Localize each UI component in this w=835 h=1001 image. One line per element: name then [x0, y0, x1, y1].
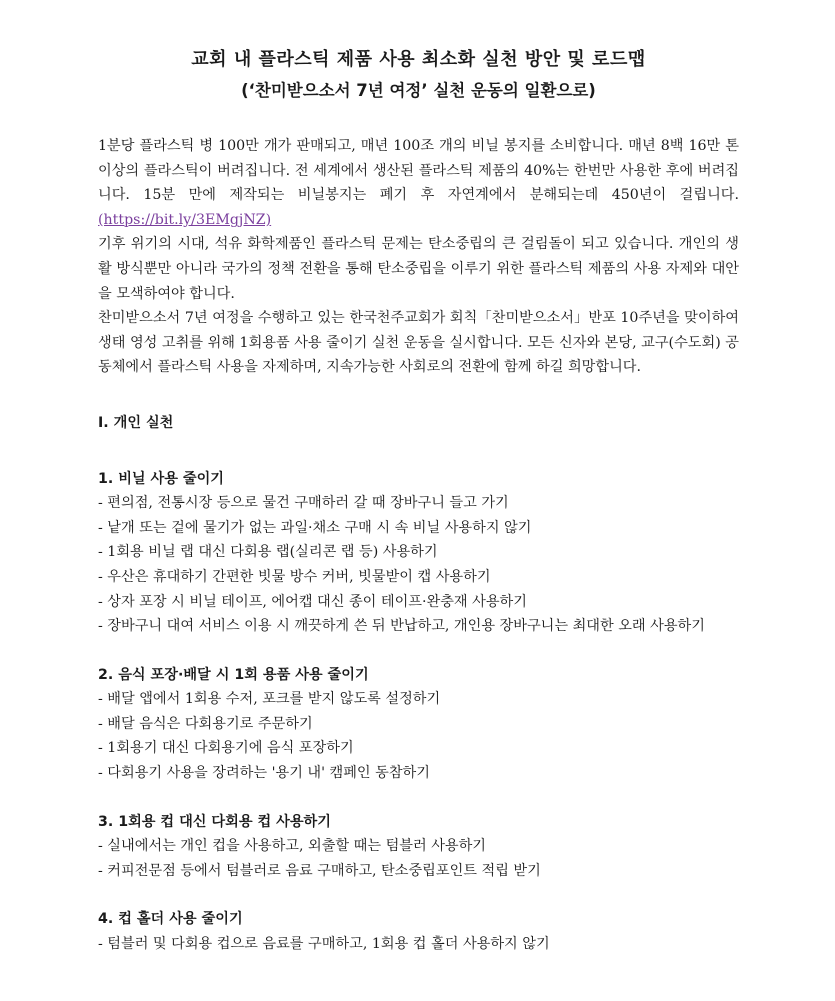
item-list	[98, 687, 739, 785]
intro-paragraph-3: 찬미받으소서 7년 여정을 수행하고 있는 한국천주교회가 회칙「찬미받으소서」반포 10주년을 맞이하여 생태 영성 고취를 위해 1회용품 사용 줄이기 실천 운동을 실시합니다. 모든 신자와 본당, 교구(수도회) 공동체에서 플라스틱 사용을 자제하며, 지속가능한 사회로의 전환에 함께 하길 희망합니다.	[98, 310, 739, 376]
intro-paragraph-1	[98, 134, 739, 232]
subsection-heading: 3. 1회용 컵 대신 다회용 컵 사용하기	[98, 813, 331, 830]
subsection-vinyl	[98, 467, 739, 639]
list-item: - 상자 포장 시 비닐 테이프, 에어캡 대신 종이 테이프·완충재 사용하기	[98, 593, 527, 610]
source-link[interactable]: (https://bit.ly/3EMgjNZ)	[98, 211, 272, 228]
intro-paragraph-2: 기후 위기의 시대, 석유 화학제품인 플라스틱 문제는 탄소중립의 큰 걸림돌이 되고 있습니다. 개인의 생활 방식뿐만 아니라 국가의 정책 전환을 통해 탄소중립을 이루기 위한 플라스틱 제품의 사용 자제와 대안을 모색하여야 합니다.	[98, 236, 739, 302]
subsection-cup-holder	[98, 907, 739, 956]
list-item: - 낱개 또는 겉에 물기가 없는 과일·채소 구매 시 속 비닐 사용하지 않기	[98, 519, 532, 536]
document-subtitle: (‘찬미받으소서 7년 여정’ 실천 운동의 일환으로)	[241, 81, 596, 100]
subsection-heading: 1. 비닐 사용 줄이기	[98, 470, 225, 487]
intro-section	[98, 134, 739, 380]
list-item: - 배달 앱에서 1회용 수저, 포크를 받지 않도록 설정하기	[98, 691, 441, 708]
subsection-food-delivery	[98, 663, 739, 786]
subsection-heading: 2. 음식 포장·배달 시 1회 용품 사용 줄이기	[98, 666, 369, 683]
list-item: - 다회용기 사용을 장려하는 '용기 내' 캠페인 동참하기	[98, 765, 430, 782]
list-item: - 1회용기 대신 다회용기에 음식 포장하기	[98, 740, 354, 757]
list-item: - 편의점, 전통시장 등으로 물건 구매하러 갈 때 장바구니 들고 가기	[98, 495, 509, 512]
item-list	[98, 932, 739, 957]
list-item: - 우산은 휴대하기 간편한 빗물 방수 커버, 빗물받이 캡 사용하기	[98, 568, 491, 585]
subsection-reusable-cup	[98, 810, 739, 884]
list-item: - 실내에서는 개인 컵을 사용하고, 외출할 때는 텀블러 사용하기	[98, 838, 487, 855]
list-item: - 장바구니 대여 서비스 이용 시 깨끗하게 쓴 뒤 반납하고, 개인용 장바구니는 최대한 오래 사용하기	[98, 618, 705, 635]
section-heading: Ⅰ. 개인 실천	[98, 414, 174, 431]
list-item: - 텀블러 및 다회용 컵으로 음료를 구매하고, 1회용 컵 홀더 사용하지 않기	[98, 936, 550, 953]
subsection-heading: 4. 컵 홀더 사용 줄이기	[98, 911, 243, 928]
item-list	[98, 834, 739, 883]
list-item: - 1회용 비닐 랩 대신 다회용 랩(실리콘 랩 등) 사용하기	[98, 544, 438, 561]
document-title: 교회 내 플라스틱 제품 사용 최소화 실천 방안 및 로드맵	[191, 49, 646, 70]
list-item: - 배달 음식은 다회용기로 주문하기	[98, 715, 313, 732]
item-list	[98, 491, 739, 639]
list-item: - 커피전문점 등에서 텀블러로 음료 구매하고, 탄소중립포인트 적립 받기	[98, 862, 541, 879]
intro-paragraph-1-text: 1분당 플라스틱 병 100만 개가 판매되고, 매년 100조 개의 비닐 봉지를 소비합니다. 매년 8백 16만 톤 이상의 플라스틱이 버려집니다. 전 세계에서 생산된 플라스틱 제품의 40%는 한번만 사용한 후에 버려집니다. 15분 만에 제작되는 비닐봉지는 폐기 후 자연계에서 분해되는데 450년이 걸립니다.	[98, 138, 739, 204]
